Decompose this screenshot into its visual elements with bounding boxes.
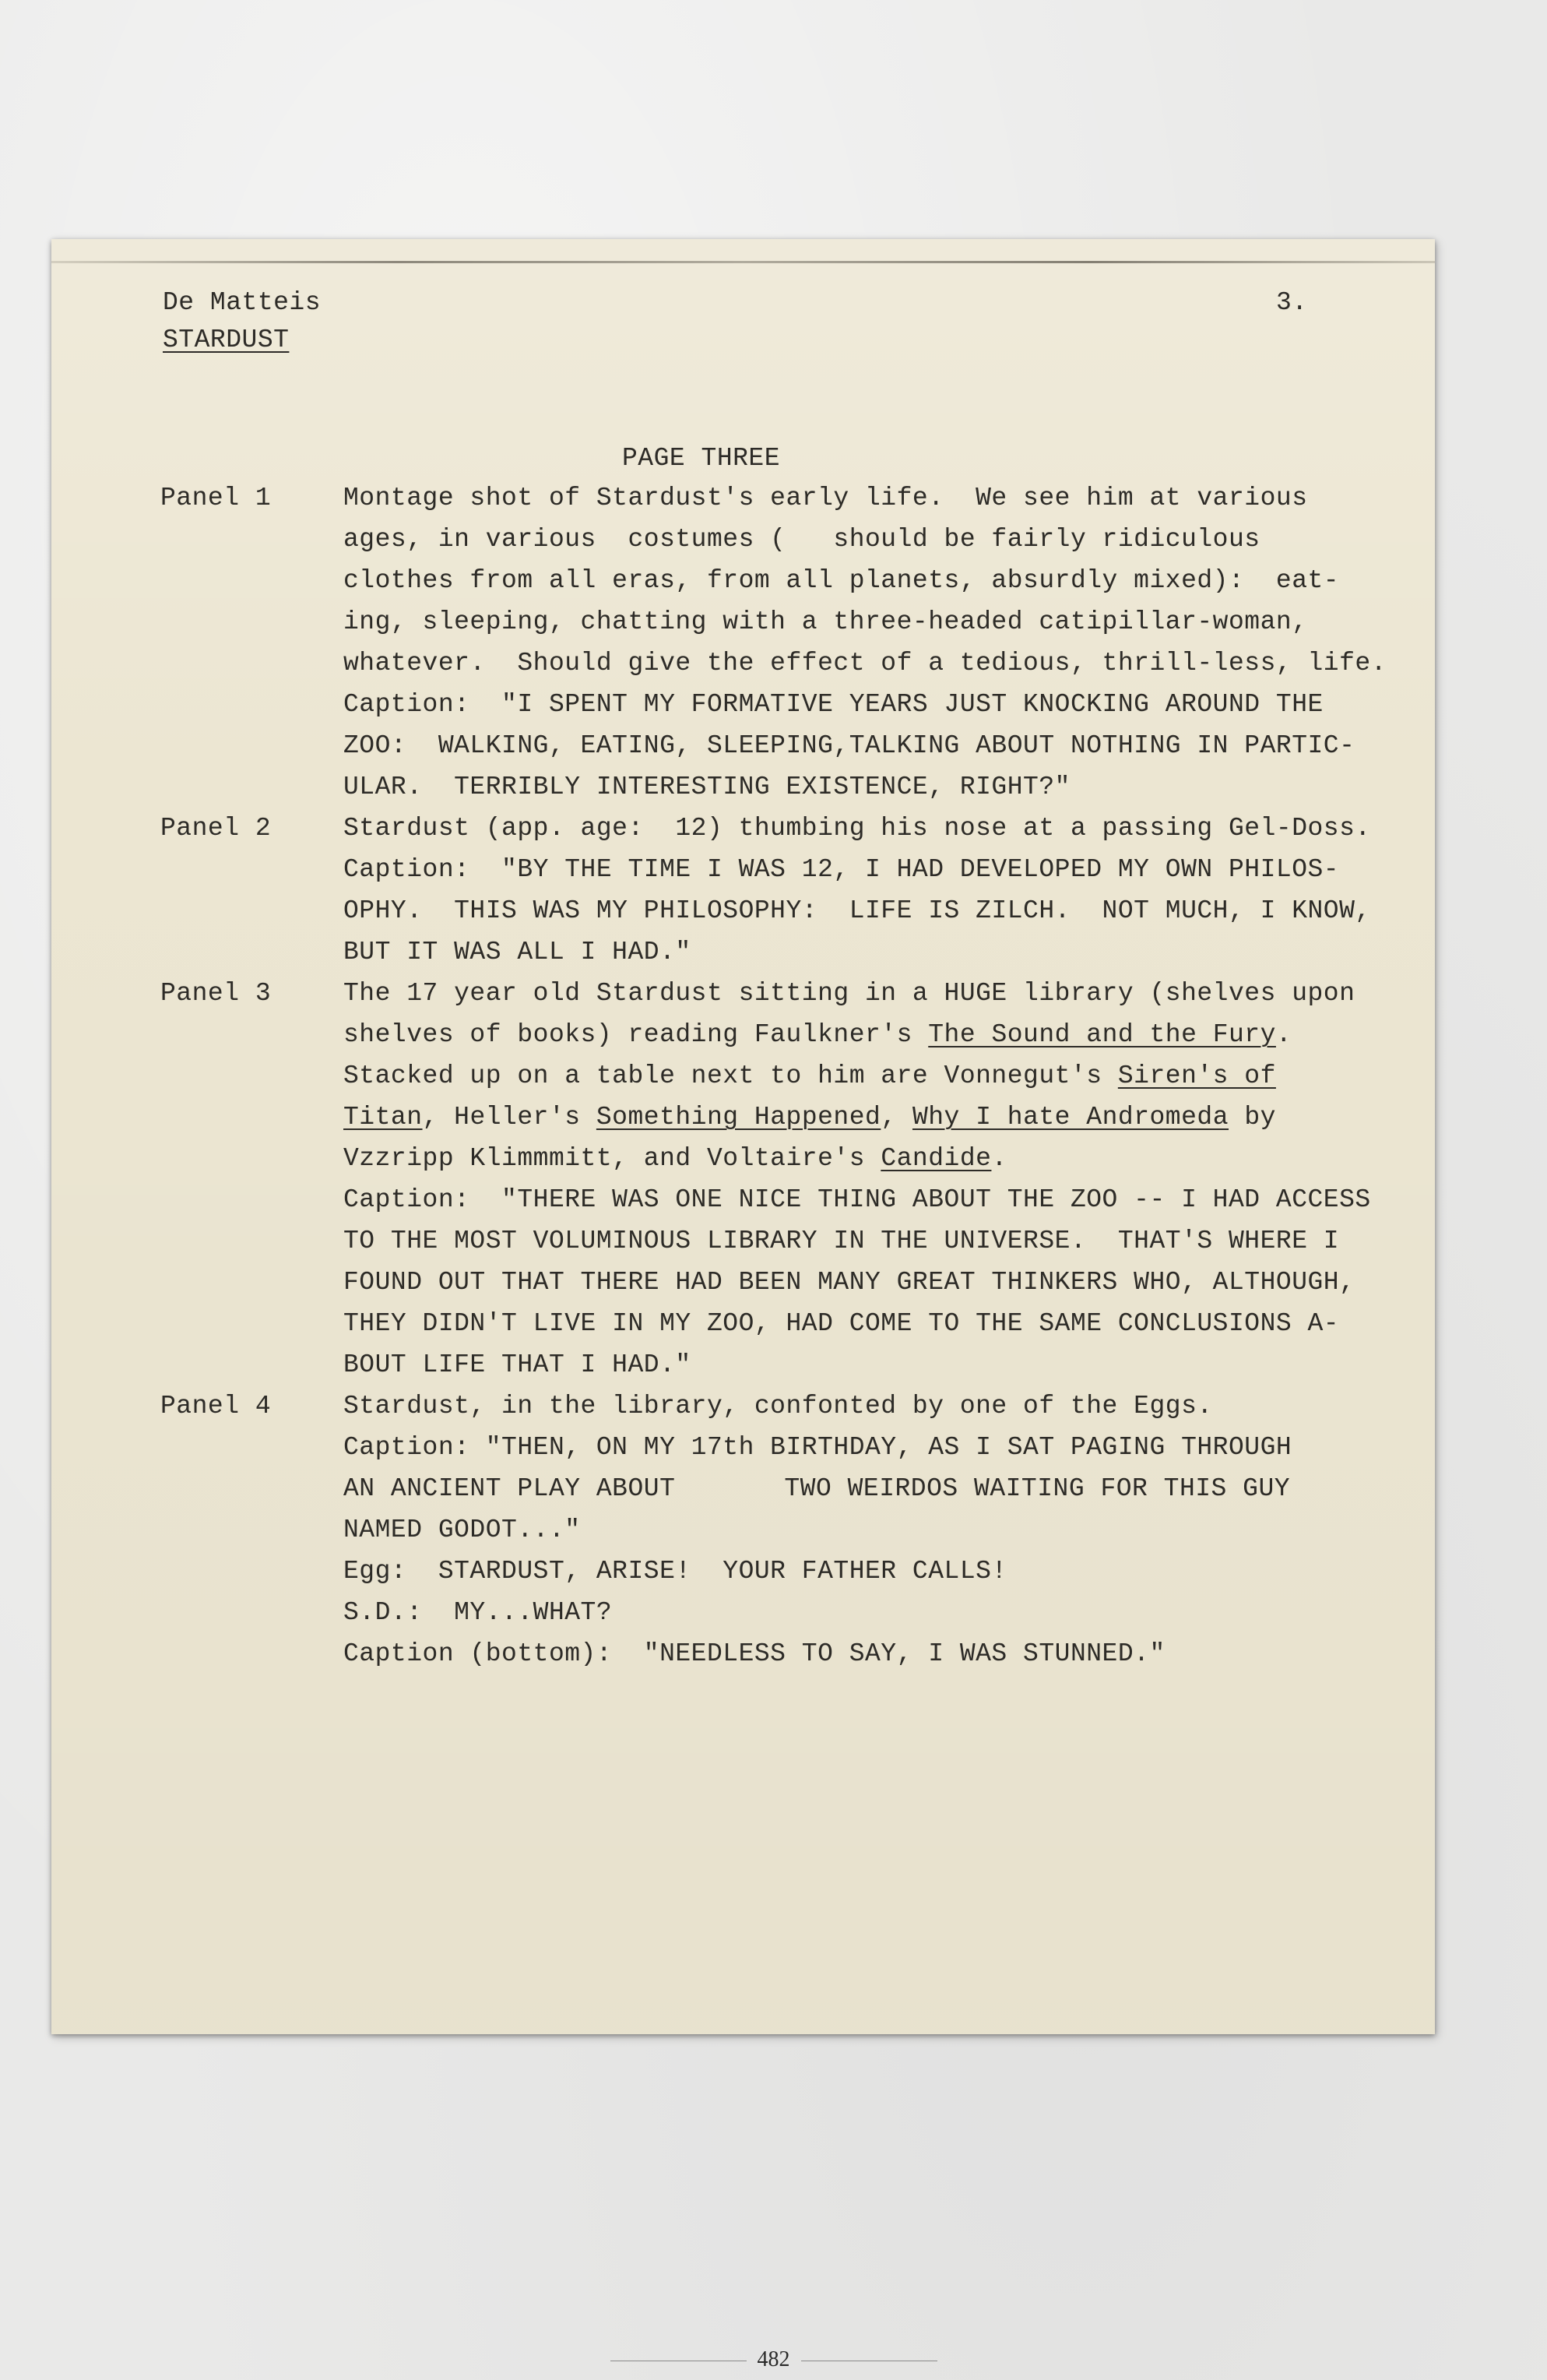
panel-3-text: Vzzripp Klimmmitt, and Voltaire's bbox=[343, 1144, 881, 1173]
header-page-number: 3. bbox=[1276, 288, 1308, 317]
panel-3-punct: . bbox=[991, 1144, 1007, 1173]
book-title-candide: Candide bbox=[881, 1144, 992, 1173]
panel-4-caption-line: Caption: "THEN, ON MY 17th BIRTHDAY, AS I SAT PAGING THROUGH bbox=[343, 1433, 1292, 1462]
panel-1-caption-line: Caption: "I SPENT MY FORMATIVE YEARS JUST KNOCKING AROUND THE bbox=[343, 690, 1324, 719]
panel-4-caption-line bbox=[343, 1468, 1464, 1509]
panel-1-caption-line: ULAR. TERRIBLY INTERESTING EXISTENCE, RIGHT?" bbox=[343, 773, 1071, 801]
header-author: De Matteis bbox=[163, 288, 322, 317]
panel-1-line: clothes from all eras, from all planets, absurdly mixed): eat- bbox=[343, 566, 1340, 595]
panel-3-line: The 17 year old Stardust sitting in a HUGE library (shelves upon bbox=[343, 979, 1355, 1008]
script-page bbox=[51, 239, 1435, 2034]
panel-3-line bbox=[343, 1138, 1464, 1179]
panel-1-line: ing, sleeping, chatting with a three-headed catipillar-woman, bbox=[343, 607, 1308, 636]
panel-1-line: ages, in various costumes ( should be fairly ridiculous bbox=[343, 525, 1260, 554]
panel-4-label: Panel 4 bbox=[160, 1392, 272, 1421]
panel-3-text: , Heller's bbox=[422, 1103, 596, 1132]
panel-3-caption-line: Caption: "THERE WAS ONE NICE THING ABOUT THE ZOO -- I HAD ACCESS bbox=[343, 1185, 1371, 1214]
panel-3-punct: , bbox=[881, 1103, 912, 1132]
panel-2-caption-line: OPHY. THIS WAS MY PHILOSOPHY: LIFE IS ZILCH. NOT MUCH, I KNOW, bbox=[343, 896, 1371, 925]
top-edge-rule bbox=[51, 261, 1435, 263]
panel-2-caption-line: BUT IT WAS ALL I HAD." bbox=[343, 938, 691, 966]
script-body bbox=[343, 477, 1464, 1674]
book-title-sound-and-fury: The Sound and the Fury bbox=[928, 1020, 1276, 1049]
panel-1-label: Panel 1 bbox=[160, 484, 272, 512]
book-title-titan: Titan bbox=[343, 1103, 423, 1132]
book-title-something-happened: Something Happened bbox=[596, 1103, 881, 1132]
panel-3-label: Panel 3 bbox=[160, 979, 272, 1008]
panel-4-caption-bottom: Caption (bottom): "NEEDLESS TO SAY, I WAS STUNNED." bbox=[343, 1639, 1166, 1668]
panel-1-caption-line: ZOO: WALKING, EATING, SLEEPING,TALKING ABOUT NOTHING IN PARTIC- bbox=[343, 731, 1355, 760]
book-title-why-i-hate-andromeda: Why I hate Andromeda bbox=[912, 1103, 1229, 1132]
panel-3-caption-line: THEY DIDN'T LIVE IN MY ZOO, HAD COME TO THE SAME CONCLUSIONS A- bbox=[343, 1309, 1340, 1338]
header-title: STARDUST bbox=[163, 326, 290, 354]
book-title-sirens-of: Siren's of bbox=[1117, 1061, 1276, 1090]
panel-3-caption-line: TO THE MOST VOLUMINOUS LIBRARY IN THE UNIVERSE. THAT'S WHERE I bbox=[343, 1227, 1340, 1255]
panel-4-line: Stardust, in the library, confonted by one of the Eggs. bbox=[343, 1392, 1213, 1421]
panel-1-line: Montage shot of Stardust's early life. We see him at various bbox=[343, 484, 1308, 512]
panel-4-dialogue-stardust: S.D.: MY...WHAT? bbox=[343, 1598, 613, 1627]
panel-3-caption-line: FOUND OUT THAT THERE HAD BEEN MANY GREAT THINKERS WHO, ALTHOUGH, bbox=[343, 1268, 1355, 1297]
panel-4-caption-text: TWO WEIRDOS WAITING FOR THIS GUY bbox=[784, 1474, 1291, 1503]
panel-4-caption-text: AN ANCIENT PLAY ABOUT bbox=[343, 1474, 676, 1503]
panel-4-dialogue-egg: Egg: STARDUST, ARISE! YOUR FATHER CALLS! bbox=[343, 1557, 1007, 1586]
panel-1-line: whatever. Should give the effect of a tedious, thrill-less, life. bbox=[343, 649, 1387, 678]
panel-3-line bbox=[343, 1097, 1464, 1138]
panel-3-text: shelves of books) reading Faulkner's bbox=[343, 1020, 929, 1049]
panel-3-text: Stacked up on a table next to him are Vonnegut's bbox=[343, 1061, 1118, 1090]
panel-2-label: Panel 2 bbox=[160, 814, 272, 843]
panel-3-line bbox=[343, 1014, 1464, 1055]
panel-3-line bbox=[343, 1055, 1464, 1097]
panel-4-caption-line: NAMED GODOT..." bbox=[343, 1516, 581, 1544]
panel-3-caption-line: BOUT LIFE THAT I HAD." bbox=[343, 1350, 691, 1379]
panel-2-caption-line: Caption: "BY THE TIME I WAS 12, I HAD DEVELOPED MY OWN PHILOS- bbox=[343, 855, 1340, 884]
page-footer bbox=[0, 2347, 1547, 2372]
panel-3-text: by bbox=[1229, 1103, 1276, 1132]
panel-3-punct: . bbox=[1275, 1020, 1292, 1049]
footer-page-number: 482 bbox=[757, 2347, 790, 2371]
panel-2-line: Stardust (app. age: 12) thumbing his nose at a passing Gel-Doss. bbox=[343, 814, 1371, 843]
page-heading: PAGE THREE bbox=[622, 444, 781, 473]
